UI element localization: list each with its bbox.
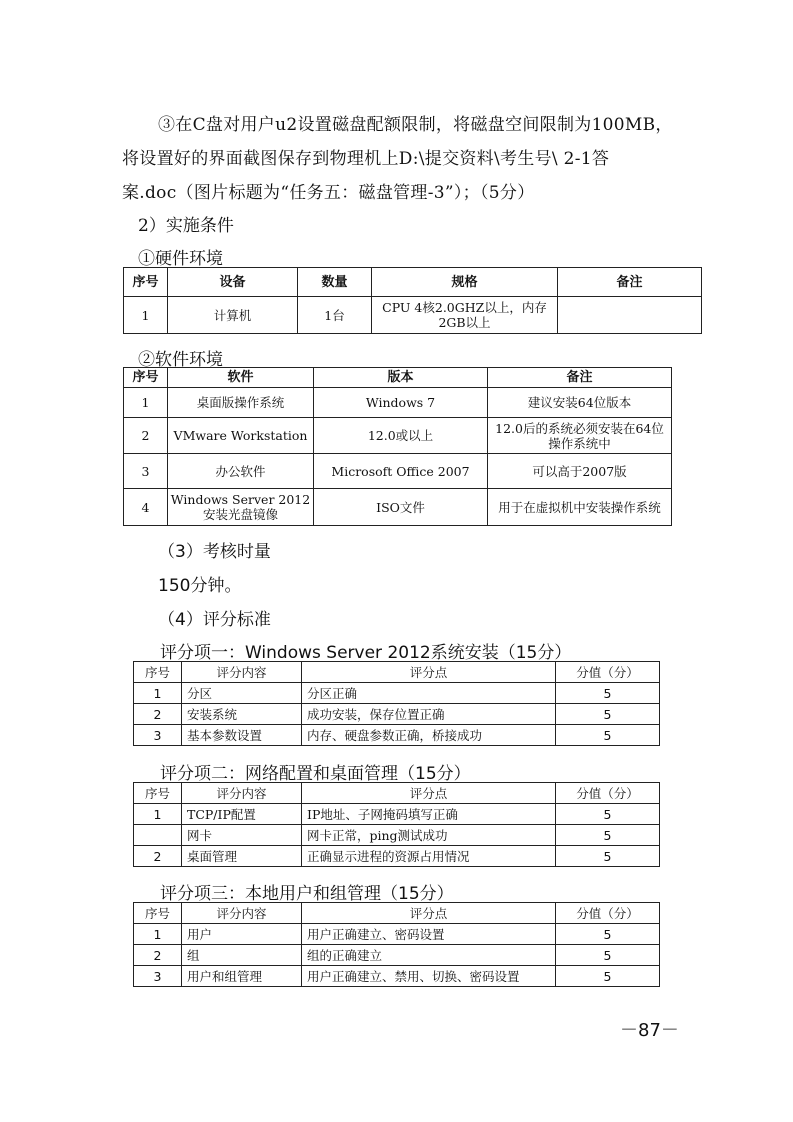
task-text-line-3: 案.doc（图片标题为“任务五：磁盘管理-3”）；（5分） [122, 183, 535, 203]
hardware-table [123, 267, 702, 334]
table-cell: 桌面管理 [182, 846, 302, 867]
table-cell [134, 825, 182, 846]
table-cell: 办公软件 [168, 454, 314, 489]
table-row [134, 825, 660, 846]
table-cell: 2 [134, 945, 182, 966]
table-cell: 用户和组管理 [182, 966, 302, 987]
table-cell: 5 [556, 825, 660, 846]
section-heading-conditions: 2）实施条件 [138, 216, 234, 236]
table-cell: 成功安装，保存位置正确 [302, 704, 556, 725]
table-cell: 内存、硬盘参数正确，桥接成功 [302, 725, 556, 746]
table-cell: 5 [556, 804, 660, 825]
header-cell: 评分点 [302, 783, 556, 804]
table-cell: ISO文件 [314, 489, 488, 526]
table-cell: 正确显示进程的资源占用情况 [302, 846, 556, 867]
table-cell: 1 [124, 388, 168, 418]
task-text-line-1: ③在C盘对用户u2设置磁盘配额限制，将磁盘空间限制为100MB， [158, 115, 673, 135]
table-cell: VMware Workstation [168, 418, 314, 454]
table-row [134, 846, 660, 867]
table-cell: 3 [124, 454, 168, 489]
table-cell: 可以高于2007版 [488, 454, 672, 489]
table-cell: Windows 7 [314, 388, 488, 418]
table-cell: 分区正确 [302, 683, 556, 704]
header-cell: 序号 [124, 268, 168, 297]
section-heading-scoring: （4）评分标准 [158, 610, 271, 630]
scoring-item-3-title: 评分项三：本地用户和组管理（15分） [160, 884, 454, 904]
section-heading-time: （3）考核时量 [158, 542, 271, 562]
table-row [124, 297, 702, 334]
table-cell: 5 [556, 846, 660, 867]
header-cell: 备注 [558, 268, 702, 297]
header-cell: 分值（分） [556, 662, 660, 683]
table-cell [558, 297, 702, 334]
table-row [134, 924, 660, 945]
table-cell: 1 [124, 297, 168, 334]
table-cell: 用于在虚拟机中安装操作系统 [488, 489, 672, 526]
scoring-item-1-title: 评分项一：Windows Server 2012系统安装（15分） [160, 643, 572, 663]
table-cell: 4 [124, 489, 168, 526]
table-row [134, 804, 660, 825]
table-cell: 3 [134, 966, 182, 987]
table-cell: 1 [134, 924, 182, 945]
header-cell: 分值（分） [556, 903, 660, 924]
table-cell: 12.0或以上 [314, 418, 488, 454]
table-cell: 安装系统 [182, 704, 302, 725]
header-cell: 数量 [298, 268, 372, 297]
table-cell: 桌面版操作系统 [168, 388, 314, 418]
table-cell: 计算机 [168, 297, 298, 334]
header-cell: 规格 [372, 268, 558, 297]
table-cell: 2 [124, 418, 168, 454]
software-title: ②软件环境 [138, 350, 223, 370]
table-cell: 1台 [298, 297, 372, 334]
table-row [124, 388, 672, 418]
table-cell: 5 [556, 704, 660, 725]
table-cell: 1 [134, 804, 182, 825]
header-cell: 序号 [134, 783, 182, 804]
header-cell: 序号 [134, 662, 182, 683]
header-cell: 软件 [168, 368, 314, 388]
header-cell: 版本 [314, 368, 488, 388]
header-cell: 序号 [134, 903, 182, 924]
table-cell: IP地址、子网掩码填写正确 [302, 804, 556, 825]
table-row [134, 704, 660, 725]
header-cell: 备注 [488, 368, 672, 388]
header-cell: 评分内容 [182, 903, 302, 924]
software-table [123, 367, 672, 526]
table-row [134, 683, 660, 704]
table-cell: 建议安装64位版本 [488, 388, 672, 418]
table-row [134, 966, 660, 987]
table-cell: 用户 [182, 924, 302, 945]
table-cell: 1 [134, 683, 182, 704]
table-cell: TCP/IP配置 [182, 804, 302, 825]
table-cell: 组的正确建立 [302, 945, 556, 966]
scoring-table-1 [133, 661, 660, 746]
table-cell: 组 [182, 945, 302, 966]
page-number: －87－ [620, 1020, 679, 1041]
table-header-row [134, 783, 660, 804]
table-cell: 5 [556, 945, 660, 966]
table-row [124, 454, 672, 489]
table-row [134, 945, 660, 966]
table-cell: 3 [134, 725, 182, 746]
table-cell: 5 [556, 725, 660, 746]
table-row [124, 489, 672, 526]
time-value: 150分钟。 [158, 576, 242, 596]
header-cell: 评分点 [302, 903, 556, 924]
table-cell: Microsoft Office 2007 [314, 454, 488, 489]
header-cell: 分值（分） [556, 783, 660, 804]
table-cell: 2 [134, 846, 182, 867]
header-cell: 评分内容 [182, 783, 302, 804]
table-cell: CPU 4核2.0GHZ以上，内存2GB以上 [372, 297, 558, 334]
table-cell: 网卡正常，ping测试成功 [302, 825, 556, 846]
table-header-row [124, 368, 672, 388]
table-cell: 基本参数设置 [182, 725, 302, 746]
table-cell: 分区 [182, 683, 302, 704]
table-header-row [134, 903, 660, 924]
header-cell: 评分点 [302, 662, 556, 683]
header-cell: 设备 [168, 268, 298, 297]
table-cell: 5 [556, 966, 660, 987]
scoring-item-2-title: 评分项二：网络配置和桌面管理（15分） [160, 764, 471, 784]
header-cell: 评分内容 [182, 662, 302, 683]
scoring-table-3 [133, 902, 660, 987]
scoring-table-2 [133, 782, 660, 867]
table-cell: 12.0后的系统必须安装在64位操作系统中 [488, 418, 672, 454]
table-cell: 2 [134, 704, 182, 725]
table-cell: 5 [556, 683, 660, 704]
table-header-row [124, 268, 702, 297]
header-cell: 序号 [124, 368, 168, 388]
table-cell: 用户正确建立、禁用、切换、密码设置 [302, 966, 556, 987]
table-header-row [134, 662, 660, 683]
table-cell: 网卡 [182, 825, 302, 846]
table-cell: 5 [556, 924, 660, 945]
table-row [124, 418, 672, 454]
hardware-title: ①硬件环境 [138, 249, 223, 269]
task-text-line-2: 将设置好的界面截图保存到物理机上D:\提交资料\考生号\ 2-1答 [122, 149, 610, 169]
table-cell: Windows Server 2012安装光盘镜像 [168, 489, 314, 526]
table-row [134, 725, 660, 746]
table-cell: 用户正确建立、密码设置 [302, 924, 556, 945]
